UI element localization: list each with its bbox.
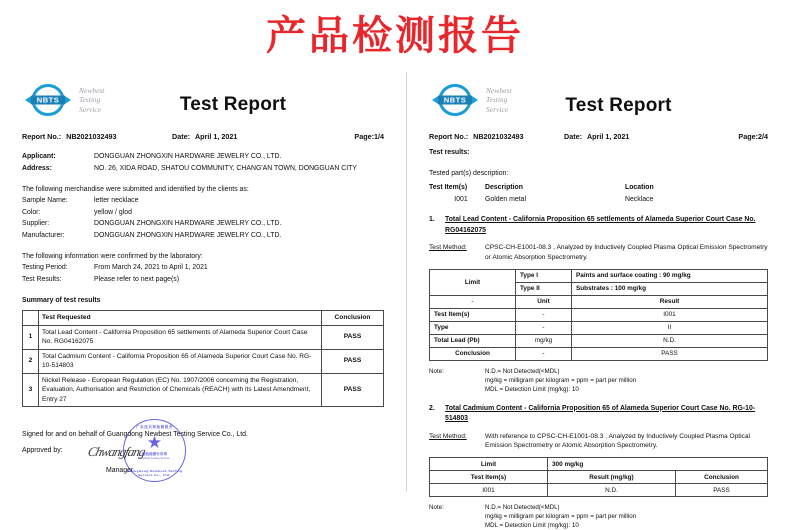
tagline-line-2: Testing [486, 95, 508, 105]
svg-text:NBTS: NBTS [36, 95, 60, 105]
note-line: MDL = Detection Limit (mg/kg): 10 [485, 385, 579, 393]
row-conclusion: PASS [322, 325, 384, 349]
row-result: II [572, 321, 768, 334]
testing-period-label: Testing Period: [22, 264, 68, 271]
stamp-arc-top-text: 广东纽贝斯检测服务 [136, 425, 173, 429]
desc-location: Necklace [625, 195, 654, 203]
col-unit: Unit [516, 295, 572, 308]
supplier-value: DONGGUAN ZHONGXIN HARDWARE JEWELRY CO., LTD. [94, 220, 282, 227]
row-name: Total Lead (Pb) [430, 334, 516, 347]
note-line: N.D.= Not Detected(<MDL) [485, 504, 560, 512]
desc-description: Golden metal [485, 195, 526, 203]
color-value: yellow / glod [94, 208, 132, 216]
tagline-line-3: Service [486, 104, 509, 114]
signature-block [22, 425, 384, 477]
note-line: mg/kg = milligram per kilogram = ppm = part per million [485, 376, 637, 384]
limit-type-2: Type II [516, 282, 572, 295]
report-page-2 [406, 72, 790, 530]
section-1-method-value: CPSC-CH-E1001-08.3 , Analyzed by Inductively Coupled Plasma Optical Emission Spectrometry or Atomic Absorption Spectrometry. [485, 244, 768, 261]
section-1-title: Total Lead Content - California Proposition 65 settlements of Alameda Superior Court Case No. RG04162075 [445, 216, 756, 234]
page-number: Page:2/4 [738, 132, 768, 141]
signature-mark: Chwangfang [86, 444, 147, 459]
row-index: 3 [23, 373, 39, 407]
col-conclusion: Conclusion [676, 471, 768, 484]
address-value: NO. 26, XIDA ROAD, SHATOU COMMUNITY, CHANG'AN TOWN, DONGGUAN CITY [94, 164, 357, 172]
page-number: Page:1/4 [354, 132, 384, 141]
signer-role: Manager [106, 467, 134, 474]
row-name: Test Item(s) [430, 308, 516, 321]
table-row [23, 325, 384, 349]
note-lines [485, 367, 768, 394]
row-result: N.D. [548, 484, 676, 497]
applicant-value: DONGGUAN ZHONGXIN HARDWARE JEWELRY CO., LTD. [94, 153, 282, 160]
signed-for-text: Signed for and on behalf of Guangdong Newbest Testing Service Co., Ltd. [22, 431, 248, 438]
note-line: N.D.= Not Detected(<MDL) [485, 367, 560, 375]
section-1-method-label: Test Method: [429, 244, 467, 251]
tagline-line-1: Newbest [79, 85, 105, 95]
report-no-label: Report No.: [429, 132, 469, 141]
col-test-requested: Test Requested [39, 311, 322, 326]
row-unit: - [516, 347, 572, 360]
limit-text-1: Paints and surface coating : 90 mg/kg [572, 269, 768, 282]
col-description: Description [485, 184, 523, 191]
col-result: Result [572, 295, 768, 308]
report-header-right [429, 82, 768, 128]
color-label: Color: [22, 208, 41, 216]
sample-name-label: Sample Name: [22, 197, 68, 204]
row-index: 1 [23, 325, 39, 349]
tested-parts-label: Tested part(s) description: [429, 170, 509, 177]
row-unit: - [516, 321, 572, 334]
applicant-row [22, 151, 384, 163]
stamp-arc-bottom-text: Guangdong Newbest Testing Service Co., Ltd. [126, 469, 183, 477]
row-item: I001 [430, 484, 548, 497]
row-unit: mg/kg [516, 334, 572, 347]
banner [0, 0, 790, 72]
report-no-label: Report No.: [22, 132, 62, 141]
limit-value: 300 mg/kg [548, 458, 768, 471]
supplier-label: Supplier: [22, 220, 50, 227]
table-header-row [23, 311, 384, 326]
address-label: Address: [22, 164, 52, 172]
table-row [430, 347, 768, 360]
company-stamp [123, 419, 186, 482]
section-2-method [429, 432, 768, 452]
section-2-method-value: With reference to CPSC-CH-E1001-08.3 , Analyzed by Inductively Coupled Plasma Optical Emission Spectrometry or Atomic Absorption Spectrometry. [485, 432, 750, 450]
row-requested: Total Cadmium Content - California Proposition 65 of Alameda Superior Court Case No. RG-10-514803 [39, 349, 322, 373]
manufacturer-row [22, 230, 384, 242]
limit-label: Limit [430, 458, 548, 471]
table-row [430, 484, 768, 497]
section-2-title: Total Cadmium Content - California Proposition 65 of Alameda Superior Court Case No. RG-10-514803 [445, 404, 756, 423]
note-line: mg/kg = milligram per kilogram = ppm = part per million [485, 513, 637, 521]
table-row [23, 349, 384, 373]
table-row [430, 308, 768, 321]
table-header-row [430, 295, 768, 308]
table-row [23, 373, 384, 407]
table-header-row [430, 471, 768, 484]
page-title: 产品检测报告 [266, 13, 524, 59]
report-meta-left [22, 132, 384, 141]
manufacturer-label: Manufacturer: [22, 231, 65, 239]
row-requested: Total Lead Content - California Proposition 65 settlements of Alameda Superior Court Case No. RG04162075 [39, 325, 322, 349]
report-header-left [22, 82, 384, 128]
report-date [564, 132, 629, 141]
section-1-heading [429, 215, 768, 236]
col-index [23, 311, 39, 326]
table-row [430, 269, 768, 282]
report-pages [0, 72, 790, 530]
report-page-1 [0, 72, 406, 492]
section-2-heading [429, 404, 768, 425]
stamp-cn-text: 检验检测专用章 [141, 452, 168, 457]
testing-period-row [22, 262, 384, 274]
limit-text-2: Substrates : 100 mg/kg [572, 282, 768, 295]
row-requested: Nickel Release - European Regulation (EC) No. 1907/2006 concerning the Registration, Evaluation, Authorisation and Restriction of Chemicals (REACH) with its Latest Amendment, Entry 27 [39, 373, 322, 407]
sample-name-row [22, 195, 384, 207]
report-date [172, 132, 237, 141]
report-meta-right [429, 132, 768, 141]
test-results-value: Please refer to next page(s) [94, 275, 180, 283]
note-lines [485, 503, 768, 530]
row-name: Conclusion [430, 347, 516, 360]
tagline-line-3: Service [79, 104, 102, 114]
cadmium-result-table [429, 457, 768, 497]
merchandise-intro: The following merchandise were submitted and identified by the clients as: [22, 186, 249, 193]
approved-by-label: Approved by: [22, 447, 63, 454]
report-title: Test Report [179, 94, 287, 115]
test-results-row [22, 274, 384, 286]
section-2-method-label: Test Method: [429, 432, 467, 440]
lead-result-table [429, 269, 768, 361]
row-conclusion: PASS [676, 484, 768, 497]
applicant-label: Applicant: [22, 153, 56, 160]
report-no-value: NB2021032493 [66, 132, 117, 141]
row-result: I001 [572, 308, 768, 321]
summary-heading: Summary of test results [22, 297, 101, 304]
manufacturer-value: DONGGUAN ZHONGXIN HARDWARE JEWELRY CO., LTD. [94, 231, 282, 239]
row-result: N.D. [572, 334, 768, 347]
desc-row [429, 194, 768, 206]
svg-text:NBTS: NBTS [443, 95, 467, 105]
desc-header-row [429, 182, 768, 194]
date-label: Date: [172, 132, 190, 141]
section-2-note [429, 503, 768, 530]
tested-parts-table [429, 182, 768, 205]
tagline-line-1: Newbest [486, 85, 512, 95]
row-unit: - [516, 308, 572, 321]
limit-type-1: Type I [516, 269, 572, 282]
table-row [430, 321, 768, 334]
color-row [22, 207, 384, 219]
row-index: 2 [23, 349, 39, 373]
section-1-method [429, 243, 768, 263]
testing-period-value: From March 24, 2021 to April 1, 2021 [94, 264, 208, 271]
star-icon: ★ [146, 433, 163, 453]
report-title: Test Report [565, 95, 672, 116]
note-line: MDL = Detection Limit (mg/kg): 10 [485, 522, 579, 530]
supplier-row [22, 218, 384, 230]
test-results-heading: Test results: [429, 149, 470, 156]
stamp-en-text: Newbest Testing Service [139, 456, 170, 460]
tagline-line-2: Testing [79, 95, 101, 105]
note-label: Note: [429, 504, 444, 512]
lab-intro: The following information were confirmed by the laboratory: [22, 253, 203, 260]
summary-table [22, 310, 384, 407]
note-label: Note: [429, 367, 444, 375]
section-1-note [429, 367, 768, 394]
col-test-items: Test Item(s) [429, 184, 468, 191]
col-test-items: Test Item(s) [430, 471, 548, 484]
address-row [22, 163, 384, 175]
row-conclusion: PASS [322, 373, 384, 407]
table-row [430, 458, 768, 471]
row-conclusion: PASS [322, 349, 384, 373]
test-results-label: Test Results: [22, 275, 62, 283]
sample-name-value: letter necklace [94, 197, 139, 204]
desc-item: I001 [454, 195, 468, 203]
col-result: Result (mg/kg) [548, 471, 676, 484]
col-conclusion: Conclusion [322, 311, 384, 326]
row-name: Type [430, 321, 516, 334]
section-1-number: 1. [429, 216, 435, 223]
date-label: Date: [564, 132, 582, 141]
date-value: April 1, 2021 [194, 132, 238, 141]
section-2-number: 2. [429, 404, 435, 412]
report-no-value: NB2021032493 [473, 132, 524, 141]
col-location: Location [625, 184, 654, 191]
date-value: April 1, 2021 [586, 132, 630, 141]
limit-label: Limit [430, 269, 516, 295]
col-blank: - [430, 295, 516, 308]
row-result: PASS [572, 347, 768, 360]
nbts-logo-icon [22, 84, 74, 116]
table-row [430, 334, 768, 347]
approved-by-row [22, 444, 384, 460]
